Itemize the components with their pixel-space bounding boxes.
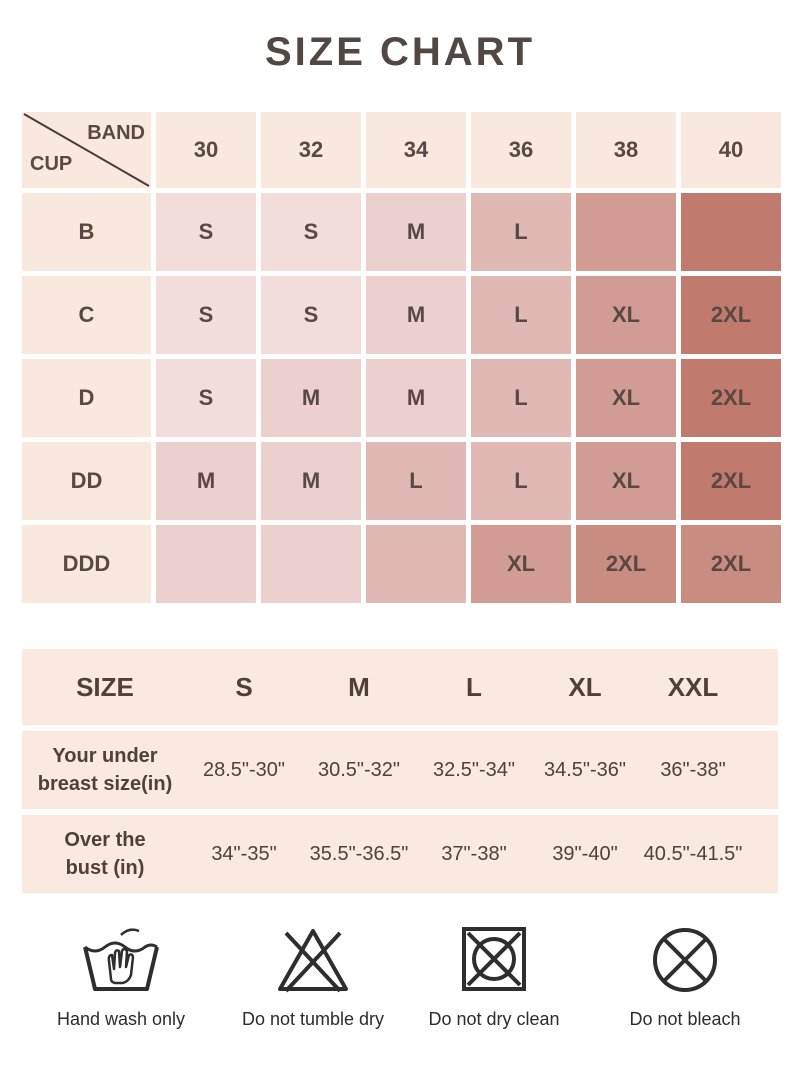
care-no-bleach bbox=[585, 925, 785, 1030]
size-cell: XL bbox=[576, 359, 676, 437]
size-cell: M bbox=[366, 193, 466, 271]
size-cell: L bbox=[471, 442, 571, 520]
size-cell: M bbox=[261, 442, 361, 520]
size-cell: M bbox=[261, 359, 361, 437]
size-header-xxl: XXL bbox=[667, 671, 719, 702]
care-hand-wash bbox=[21, 925, 221, 1030]
size-cell bbox=[366, 525, 466, 603]
band-header: 34 bbox=[366, 112, 466, 188]
size-cell: M bbox=[366, 276, 466, 354]
size-cell: S bbox=[156, 193, 256, 271]
no-bleach-icon bbox=[650, 925, 720, 995]
size-cell bbox=[681, 193, 781, 271]
no-dry-clean-icon bbox=[460, 925, 528, 995]
band-header: 32 bbox=[261, 112, 361, 188]
cup-axis-label: CUP bbox=[30, 153, 73, 175]
size-header-row bbox=[22, 649, 778, 725]
under-breast-label-line2: breast size(in) bbox=[37, 773, 173, 795]
over-bust-row bbox=[22, 815, 778, 893]
size-header-xl: XL bbox=[568, 671, 602, 702]
page-title: SIZE CHART bbox=[265, 30, 535, 74]
size-cell: L bbox=[471, 276, 571, 354]
cup-header: DD bbox=[22, 442, 151, 520]
size-cell: L bbox=[366, 442, 466, 520]
grid-corner-header bbox=[22, 112, 151, 188]
size-cell: M bbox=[366, 359, 466, 437]
size-header-s: S bbox=[235, 671, 253, 702]
over-bust-label-line1: Over the bbox=[64, 829, 146, 851]
hand-wash-icon bbox=[81, 925, 161, 995]
size-measurement-table bbox=[22, 649, 778, 899]
size-header-label: SIZE bbox=[76, 671, 134, 702]
size-cell: 2XL bbox=[681, 359, 781, 437]
band-header: 30 bbox=[156, 112, 256, 188]
size-header-l: L bbox=[466, 671, 482, 702]
size-cell: S bbox=[156, 359, 256, 437]
care-label: Do not tumble dry bbox=[241, 1009, 385, 1029]
band-header: 36 bbox=[471, 112, 571, 188]
over-bust-value: 39"-40" bbox=[552, 842, 618, 865]
under-breast-row bbox=[22, 731, 778, 809]
size-cell: 2XL bbox=[681, 525, 781, 603]
size-header-m: M bbox=[348, 671, 370, 702]
band-header: 40 bbox=[681, 112, 781, 188]
cup-header: C bbox=[22, 276, 151, 354]
band-axis-label: BAND bbox=[87, 122, 145, 144]
size-cell: XL bbox=[576, 276, 676, 354]
care-label: Hand wash only bbox=[56, 1009, 186, 1029]
care-no-tumble-dry bbox=[213, 925, 413, 1030]
size-cell bbox=[576, 193, 676, 271]
care-label: Do not dry clean bbox=[428, 1009, 560, 1029]
size-cell: S bbox=[156, 276, 256, 354]
over-bust-label-line2: bust (in) bbox=[65, 857, 145, 879]
under-breast-value: 34.5"-36" bbox=[543, 758, 627, 781]
no-tumble-dry-icon bbox=[276, 925, 350, 995]
size-cell: M bbox=[156, 442, 256, 520]
band-header: 38 bbox=[576, 112, 676, 188]
cup-header: B bbox=[22, 193, 151, 271]
size-cell: 2XL bbox=[681, 276, 781, 354]
care-label: Do not bleach bbox=[629, 1009, 741, 1029]
under-breast-value: 32.5"-34" bbox=[432, 758, 516, 781]
over-bust-value: 35.5"-36.5" bbox=[309, 842, 409, 865]
under-breast-value: 28.5"-30" bbox=[202, 758, 286, 781]
cup-header: D bbox=[22, 359, 151, 437]
under-breast-label bbox=[22, 742, 188, 798]
size-cell: 2XL bbox=[576, 525, 676, 603]
cup-header: DDD bbox=[22, 525, 151, 603]
over-bust-value: 34"-35" bbox=[211, 842, 277, 865]
size-cell: XL bbox=[576, 442, 676, 520]
under-breast-value: 30.5"-32" bbox=[317, 758, 401, 781]
size-cell bbox=[261, 525, 361, 603]
size-cell bbox=[156, 525, 256, 603]
over-bust-value: 40.5"-41.5" bbox=[643, 842, 743, 865]
over-bust-label bbox=[22, 826, 188, 882]
band-cup-grid bbox=[22, 112, 778, 606]
size-cell: S bbox=[261, 276, 361, 354]
care-no-dry-clean bbox=[394, 925, 594, 1030]
size-cell: L bbox=[471, 359, 571, 437]
under-breast-value: 36"-38" bbox=[660, 758, 726, 781]
over-bust-value: 37"-38" bbox=[441, 842, 507, 865]
size-cell: 2XL bbox=[681, 442, 781, 520]
size-cell: XL bbox=[471, 525, 571, 603]
under-breast-label-line1: Your under bbox=[52, 745, 158, 767]
size-cell: L bbox=[471, 193, 571, 271]
size-cell: S bbox=[261, 193, 361, 271]
